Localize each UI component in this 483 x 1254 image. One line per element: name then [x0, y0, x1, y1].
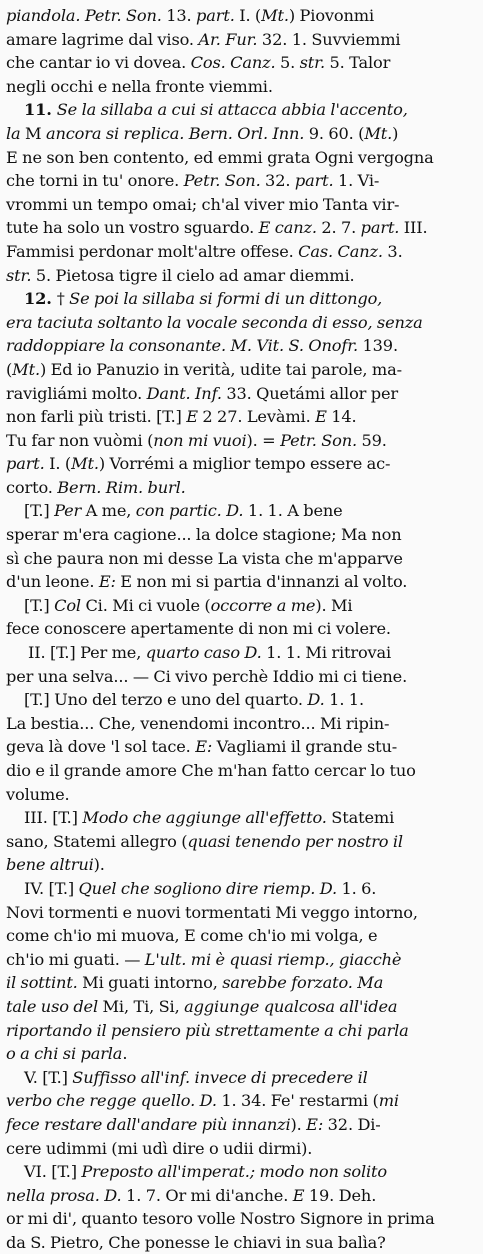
italic-segment: Cos. Canz.	[190, 53, 276, 73]
text-segment: 13.	[161, 6, 197, 25]
text-segment: 1. 1.	[324, 690, 364, 710]
text-line	[6, 264, 475, 288]
text-line	[6, 122, 475, 146]
text-line	[6, 570, 475, 594]
text-segment: 19. Deh.	[304, 1185, 377, 1205]
italic-segment: verbo che regge quello. D.	[6, 1091, 217, 1111]
text-segment: IV. [T.]	[24, 878, 79, 898]
italic-segment: mi	[378, 1091, 399, 1111]
text-segment: ).	[290, 1114, 307, 1134]
text-segment: 1. 1. Mi ritrovai	[261, 643, 392, 663]
italic-segment: L'ult. mi è quasi riemp., giacchè	[144, 949, 402, 969]
text-segment: Novi tormenti e nuovi tormentati Mi veggo intorno,	[6, 902, 418, 922]
italic-segment: Se la sillaba a cui si attacca abbia l'accento,	[56, 100, 408, 120]
italic-segment: era taciuta soltanto la vocale seconda di esso, senza	[6, 312, 423, 332]
text-segment: volume.	[6, 784, 70, 804]
text-segment: sperar m'era cagione... la dolce stagione; Ma non	[6, 525, 402, 545]
italic-segment: raddoppiare la consonante. M. Vit. S. Onofr.	[6, 336, 359, 356]
text-segment: tute ha solo un vostro sguardo.	[6, 218, 259, 238]
text-segment: ravigliámi molto.	[6, 383, 147, 403]
text-segment: 33. Quetámi allor per	[221, 383, 398, 403]
text-segment: 3.	[382, 241, 403, 261]
text-segment: I. (	[44, 454, 72, 474]
text-segment: 32. Di-	[323, 1114, 381, 1134]
text-segment: V. [T.]	[24, 1067, 73, 1087]
text-line	[6, 476, 475, 500]
text-line	[6, 547, 475, 571]
italic-segment: Dant. Inf.	[146, 383, 222, 403]
italic-segment: E	[292, 1185, 305, 1205]
text-segment: Mi, Ti, Si,	[98, 996, 185, 1016]
text-line	[6, 735, 475, 759]
text-line	[6, 1089, 475, 1113]
text-line	[6, 806, 475, 830]
text-line	[6, 688, 475, 712]
text-segment: ch'io mi guati. —	[6, 949, 145, 969]
italic-segment: non mi vuoi	[153, 430, 247, 450]
italic-segment: bene altrui	[6, 855, 94, 875]
text-line	[6, 216, 475, 240]
italic-segment: str.	[299, 53, 325, 73]
text-segment: che torni in tu' onore.	[6, 171, 184, 191]
italic-segment: Mt.	[364, 123, 393, 143]
italic-segment: Modo che aggiunge all'effetto.	[82, 808, 327, 828]
italic-segment: la	[6, 123, 26, 143]
text-segment: [T.]	[24, 501, 55, 521]
text-segment: d'un leone.	[6, 572, 99, 592]
italic-segment: Quel che sogliono dire riemp. D.	[78, 878, 337, 898]
text-line	[6, 594, 475, 618]
text-line	[6, 405, 475, 429]
text-segment: ). =	[246, 430, 281, 450]
text-line	[6, 1184, 475, 1208]
italic-segment: Ar. Fur.	[198, 29, 258, 49]
text-segment: ) Ed io Panuzio in verità, udite tai parole, ma-	[39, 359, 402, 379]
text-segment: sì che paura non mi desse La vista che m'apparve	[6, 548, 403, 568]
text-line	[6, 948, 475, 972]
italic-segment: quasi tenendo per nostro il	[187, 831, 403, 851]
text-line	[6, 712, 475, 736]
text-line	[6, 1113, 475, 1137]
text-segment: 14.	[326, 407, 357, 427]
text-segment: 32.	[260, 171, 295, 191]
text-segment: amare lagrime dal viso.	[6, 29, 199, 49]
italic-segment: E	[186, 407, 198, 427]
text-line	[6, 665, 475, 689]
text-segment: 5. Talor	[324, 53, 391, 73]
text-column	[6, 4, 475, 1254]
text-line	[6, 971, 475, 995]
text-segment: 2 27. Levàmi.	[197, 407, 316, 427]
text-segment: corto.	[6, 477, 58, 497]
text-line	[6, 98, 475, 122]
italic-segment: Per	[54, 501, 82, 521]
italic-segment: E:	[306, 1114, 324, 1134]
text-segment: II. [T.] Per me,	[28, 643, 146, 663]
text-segment: .	[122, 1044, 128, 1064]
text-segment: 1. Vi-	[333, 171, 380, 191]
text-segment: [T.]	[24, 595, 55, 615]
italic-segment: Cas. Canz.	[298, 241, 383, 261]
text-line	[6, 783, 475, 807]
text-segment: non farli più tristi. [T.]	[6, 407, 187, 427]
italic-segment: Preposto all'imperat.; modo non solito	[81, 1162, 388, 1182]
text-segment: ).	[93, 855, 105, 875]
text-line	[6, 877, 475, 901]
text-segment: ) Piovonmi	[288, 6, 375, 25]
text-line	[6, 1160, 475, 1184]
italic-segment: Mt.	[261, 6, 289, 25]
italic-segment: con partic. D.	[135, 501, 244, 521]
italic-segment: part.	[196, 6, 235, 25]
text-segment: 139.	[358, 336, 398, 356]
text-segment: A me,	[81, 501, 136, 521]
italic-segment: o a chi si parla	[6, 1044, 123, 1064]
text-line	[6, 853, 475, 877]
text-segment: Fammisi perdonar molt'altre offese.	[6, 241, 299, 261]
italic-segment: riportando il pensiero più strettamente a chi parla	[6, 1020, 409, 1040]
text-segment: VI. [T.]	[24, 1162, 82, 1182]
italic-segment: Col	[54, 595, 81, 615]
text-line	[6, 193, 475, 217]
text-line	[6, 240, 475, 264]
text-segment: geva là dove 'l sol tace.	[6, 737, 196, 757]
text-line	[6, 901, 475, 925]
text-segment: 9. 60. (	[304, 123, 365, 143]
text-line	[6, 75, 475, 99]
text-line	[6, 28, 475, 52]
text-line	[6, 759, 475, 783]
text-segment: I. (	[234, 6, 262, 25]
italic-segment: nella prosa. D.	[6, 1185, 122, 1205]
italic-segment: Petr. Son.	[183, 171, 261, 191]
text-line	[6, 452, 475, 476]
text-segment: 1. 6.	[336, 878, 377, 898]
italic-segment: Mt.	[71, 454, 99, 474]
text-segment: 2. 7.	[316, 218, 361, 238]
text-segment: 1. 7. Or mi di'anche.	[121, 1185, 293, 1205]
text-line	[6, 641, 475, 665]
italic-segment: D.	[307, 690, 325, 710]
text-segment: 12.	[24, 289, 57, 309]
italic-segment: Mt.	[12, 359, 40, 379]
text-segment: come ch'io mi muova, E come ch'io mi volga, e	[6, 926, 378, 946]
italic-segment: E:	[98, 572, 116, 592]
text-line	[6, 617, 475, 641]
text-line	[6, 1137, 475, 1161]
text-segment: 5.	[275, 53, 300, 73]
text-segment: ). Mi	[315, 595, 353, 615]
italic-segment: E:	[195, 737, 213, 757]
text-segment: Vagliami il grande stu-	[212, 737, 398, 757]
italic-segment: part.	[6, 454, 45, 474]
italic-segment: Suffisso all'inf. invece di precedere il	[72, 1067, 368, 1087]
text-line	[6, 334, 475, 358]
text-segment: 5. Pietosa tigre il cielo ad amar diemmi.	[31, 265, 355, 285]
italic-segment: quarto caso D.	[145, 643, 262, 663]
text-line	[6, 523, 475, 547]
italic-segment: E canz.	[258, 218, 317, 238]
text-segment: Statemi	[326, 808, 395, 828]
text-segment: Tu far non vuòmi (	[6, 430, 154, 450]
italic-segment: ancora si replica. Bern. Orl. Inn.	[45, 123, 305, 143]
text-segment: dio e il grande amore Che m'han fatto cercar lo tuo	[6, 761, 416, 780]
text-segment: fece conoscere apertamente di non mi ci volere.	[6, 619, 391, 639]
italic-segment: str.	[6, 265, 32, 285]
text-segment: Ci. Mi ci vuole (	[80, 595, 211, 615]
italic-segment: fece restare dall'andare più innanzi	[6, 1114, 291, 1134]
text-segment: †	[56, 289, 70, 309]
italic-segment: Se poi la sillaba si formi di un dittongo,	[69, 289, 383, 309]
text-line	[6, 382, 475, 406]
italic-segment: Petr. Son.	[280, 430, 357, 450]
text-line	[6, 1207, 475, 1231]
text-line	[6, 146, 475, 170]
text-line	[6, 4, 475, 28]
text-line	[6, 287, 475, 311]
italic-segment: occorre a me	[210, 595, 316, 615]
italic-segment: il sottint.	[6, 973, 78, 993]
italic-segment: part.	[294, 171, 334, 191]
text-segment: E non mi si partia d'innanzi al volto.	[115, 572, 408, 592]
text-segment: Mi guati intorno,	[77, 973, 223, 993]
text-segment: 59.	[357, 430, 387, 450]
text-line	[6, 51, 475, 75]
text-segment: M	[25, 123, 46, 143]
text-line	[6, 358, 475, 382]
text-segment: da S. Pietro, Che ponesse le chiavi in sua balìa?	[6, 1232, 386, 1252]
italic-segment: piandola. Petr. Son.	[6, 6, 162, 25]
text-segment: )	[392, 123, 399, 143]
text-segment: or mi di', quanto tesoro volle Nostro Signore in prima	[6, 1209, 435, 1229]
text-line	[6, 1019, 475, 1043]
text-segment: che cantar io vi dovea.	[6, 53, 191, 73]
text-line	[6, 830, 475, 854]
text-segment: ) Vorrémi a miglior tempo essere ac-	[98, 454, 391, 474]
text-line	[6, 1066, 475, 1090]
text-line	[6, 429, 475, 453]
text-segment: cere udimmi (mi udì dire o udii dirmi).	[6, 1138, 313, 1158]
text-segment: E ne son ben contento, ed emmi grata Ogni vergogna	[6, 147, 434, 167]
text-line	[6, 169, 475, 193]
text-segment: III.	[399, 218, 428, 238]
text-line	[6, 924, 475, 948]
text-segment: La bestia... Che, venendomi incontro... Mi ripin-	[6, 713, 390, 733]
text-line	[6, 499, 475, 523]
italic-segment: sarebbe forzato. Ma	[222, 973, 384, 993]
text-segment: 32. 1. Suvviemmi	[257, 29, 401, 49]
text-segment: 11.	[24, 100, 57, 120]
italic-segment: tale uso del	[6, 996, 99, 1016]
italic-segment: Bern. Rim. burl.	[57, 477, 186, 497]
text-segment: sano, Statemi allegro (	[6, 831, 188, 851]
text-line	[6, 995, 475, 1019]
italic-segment: part.	[360, 218, 400, 238]
text-line	[6, 1042, 475, 1066]
text-segment: 1. 34. Fe' restarmi (	[216, 1091, 379, 1111]
text-line	[6, 1231, 475, 1254]
text-segment: negli occhi e nella fronte viemmi.	[6, 76, 273, 96]
italic-segment: aggiunge qualcosa all'idea	[184, 996, 398, 1016]
text-segment: [T.] Uno del terzo e uno del quarto.	[24, 690, 308, 710]
text-segment: (	[6, 359, 13, 379]
text-segment: 1. 1. A bene	[243, 501, 343, 521]
text-line	[6, 311, 475, 335]
text-segment: vrommi un tempo omai; ch'al viver mio Tanta vir-	[6, 194, 400, 214]
italic-segment: E	[315, 407, 327, 427]
text-segment: per una selva... — Ci vivo perchè Iddio mi ci tiene.	[6, 666, 408, 686]
text-segment: III. [T.]	[24, 808, 83, 828]
